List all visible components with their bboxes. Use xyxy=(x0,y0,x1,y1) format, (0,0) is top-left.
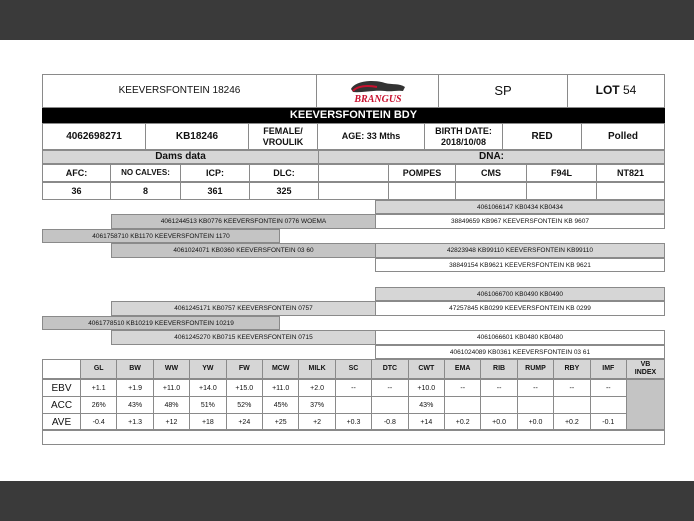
ebv-header-rby: RBY xyxy=(553,359,590,379)
ebv-cell: +14 xyxy=(408,413,445,431)
ebv-cell xyxy=(371,396,408,414)
ebv-header-sc: SC xyxy=(335,359,372,379)
ebv-cell: -0.4 xyxy=(80,413,117,431)
ebv-cell: +0.2 xyxy=(553,413,590,431)
bottom-dark-band xyxy=(0,481,694,521)
ebv-header-mcw: MCW xyxy=(262,359,299,379)
ebv-header-imf: IMF xyxy=(590,359,627,379)
ebv-cell: +2.0 xyxy=(298,379,335,397)
brangus-logo xyxy=(316,74,439,108)
ebv-cell: +0.0 xyxy=(480,413,517,431)
ebv-cell: -0.8 xyxy=(371,413,408,431)
herd-name: KEEVERSFONTEIN 18246 xyxy=(42,74,317,108)
lot-number: 54 xyxy=(622,83,637,98)
ebv-cell xyxy=(335,396,372,414)
ebv-cell: -- xyxy=(590,379,627,397)
icp-label: ICP: xyxy=(180,164,250,182)
ebv-header-cwt: CWT xyxy=(408,359,445,379)
polled-status: Polled xyxy=(581,123,665,150)
ebv-cell: +24 xyxy=(226,413,263,431)
ebv-cell: +1.9 xyxy=(116,379,153,397)
dna-blank-cell xyxy=(318,164,389,182)
ebv-cell: -0.1 xyxy=(590,413,627,431)
ebv-cell: +18 xyxy=(189,413,226,431)
ebv-cell: 43% xyxy=(116,396,153,414)
ebv-header-milk: MILK xyxy=(298,359,335,379)
pedigree-sd: 4061024071 KB0360 KEEVERSFONTEIN 03 60 xyxy=(111,243,376,258)
pedigree-sds: 42823948 KB99110 KEEVERSFONTEIN KB99110 xyxy=(375,243,665,258)
top-dark-band xyxy=(0,0,694,40)
ebv-cell: 52% xyxy=(226,396,263,414)
ebv-header-gl: GL xyxy=(80,359,117,379)
pedigree-dsd: 47257845 KB0299 KEEVERSFONTEIN KB 0299 xyxy=(375,301,665,316)
animal-color: RED xyxy=(502,123,582,150)
ebv-header-rib: RIB xyxy=(480,359,517,379)
ebv-cell: 51% xyxy=(189,396,226,414)
pedigree-ssd: 38849659 KB967 KEEVERSFONTEIN KB 9607 xyxy=(375,214,665,229)
ebv-cell: +1.3 xyxy=(116,413,153,431)
pedigree-sire: 4061758710 KB1170 KEEVERSFONTEIN 1170 xyxy=(42,229,280,243)
dna-nt821-label: NT821 xyxy=(596,164,665,182)
dna-cms-label: CMS xyxy=(455,164,527,182)
ebv-cell xyxy=(444,396,481,414)
birth-date: BIRTH DATE: 2018/10/08 xyxy=(424,123,503,150)
lot-label: LOT xyxy=(595,83,620,98)
ebv-cell xyxy=(590,396,627,414)
sp-label: SP xyxy=(438,74,568,108)
ebv-row-label: ACC xyxy=(42,396,81,414)
ebv-cell: +0.0 xyxy=(517,413,554,431)
brangus-logo-icon xyxy=(333,77,423,105)
dna-cms-value xyxy=(455,182,527,200)
ebv-cell: -- xyxy=(371,379,408,397)
afc-label: AFC: xyxy=(42,164,111,182)
no-calves-label: NO CALVES: xyxy=(110,164,181,182)
ebv-cell: +1.1 xyxy=(80,379,117,397)
vb-index-value xyxy=(626,379,665,431)
pedigree-dam: 4061778510 KB10219 KEEVERSFONTEIN 10219 xyxy=(42,316,280,330)
ebv-cell: 37% xyxy=(298,396,335,414)
ebv-cell: 43% xyxy=(408,396,445,414)
pedigree-ddd: 4061024089 KB0361 KEEVERSFONTEIN 03 61 xyxy=(375,345,665,359)
ebv-cell: 48% xyxy=(153,396,190,414)
pedigree-ds: 4061245171 KB0757 KEEVERSFONTEIN 0757 xyxy=(111,301,376,316)
ebv-cell xyxy=(553,396,590,414)
ebv-cell xyxy=(480,396,517,414)
ebv-cell: +0.3 xyxy=(335,413,372,431)
dna-pompes-value xyxy=(388,182,456,200)
pedigree-dd: 4061245270 KB0715 KEEVERSFONTEIN 0715 xyxy=(111,330,376,345)
animal-name: KEEVERSFONTEIN BDY xyxy=(42,108,665,123)
ebv-header-fw: FW xyxy=(226,359,263,379)
ebv-cell: +15.0 xyxy=(226,379,263,397)
animal-sex: FEMALE/ VROULIK xyxy=(248,123,318,150)
ebv-cell: +10.0 xyxy=(408,379,445,397)
ebv-corner-cell xyxy=(42,359,81,379)
animal-code: KB18246 xyxy=(145,123,249,150)
logo-text: BRANGUS xyxy=(353,94,402,105)
animal-age: AGE: 33 Mths xyxy=(317,123,425,150)
lot-cell xyxy=(567,74,665,108)
pedigree-dds: 4061066601 KB0480 KB0480 xyxy=(375,330,665,345)
pedigree-ss: 4061244513 KB0776 KEEVERSFONTEIN 0776 WOEMA xyxy=(111,214,376,229)
ebv-cell: +11.0 xyxy=(153,379,190,397)
ebv-cell: -- xyxy=(480,379,517,397)
ebv-header-bw: BW xyxy=(116,359,153,379)
ebv-header-ww: WW xyxy=(153,359,190,379)
ebv-cell: +0.2 xyxy=(444,413,481,431)
ebv-row-label: AVE xyxy=(42,413,81,431)
dlc-value: 325 xyxy=(249,182,319,200)
ebv-cell: +14.0 xyxy=(189,379,226,397)
ebv-cell xyxy=(517,396,554,414)
ebv-cell: -- xyxy=(444,379,481,397)
ebv-cell: 26% xyxy=(80,396,117,414)
dna-pompes-label: POMPES xyxy=(388,164,456,182)
ebv-header-ema: EMA xyxy=(444,359,481,379)
ebv-cell: -- xyxy=(517,379,554,397)
ebv-cell: +2 xyxy=(298,413,335,431)
pedigree-sdd: 38849154 KB9621 KEEVERSFONTEIN KB 9621 xyxy=(375,258,665,272)
ebv-header-rump: RUMP xyxy=(517,359,554,379)
dna-nt821-value xyxy=(596,182,665,200)
dna-f94l-label: F94L xyxy=(526,164,597,182)
table-footer-row xyxy=(42,429,665,445)
ebv-cell: 45% xyxy=(262,396,299,414)
ebv-cell: -- xyxy=(553,379,590,397)
dna-f94l-value xyxy=(526,182,597,200)
dlc-label: DLC: xyxy=(249,164,319,182)
pedigree-dss: 4061066700 KB0490 KB0490 xyxy=(375,287,665,301)
ebv-cell: +12 xyxy=(153,413,190,431)
ebv-header-dtc: DTC xyxy=(371,359,408,379)
pedigree-sss: 4061066147 KB0434 KB0434 xyxy=(375,200,665,214)
afc-value: 36 xyxy=(42,182,111,200)
ebv-cell: +11.0 xyxy=(262,379,299,397)
icp-value: 361 xyxy=(180,182,250,200)
dams-data-title: Dams data xyxy=(42,150,319,164)
ebv-header-vb-index: VB INDEX xyxy=(626,359,665,379)
animal-id: 4062698271 xyxy=(42,123,146,150)
ebv-cell: -- xyxy=(335,379,372,397)
ebv-row-label: EBV xyxy=(42,379,81,397)
dna-title: DNA: xyxy=(318,150,665,164)
ebv-cell: +25 xyxy=(262,413,299,431)
no-calves-value: 8 xyxy=(110,182,181,200)
ebv-header-yw: YW xyxy=(189,359,226,379)
dna-value-blank xyxy=(318,182,389,200)
